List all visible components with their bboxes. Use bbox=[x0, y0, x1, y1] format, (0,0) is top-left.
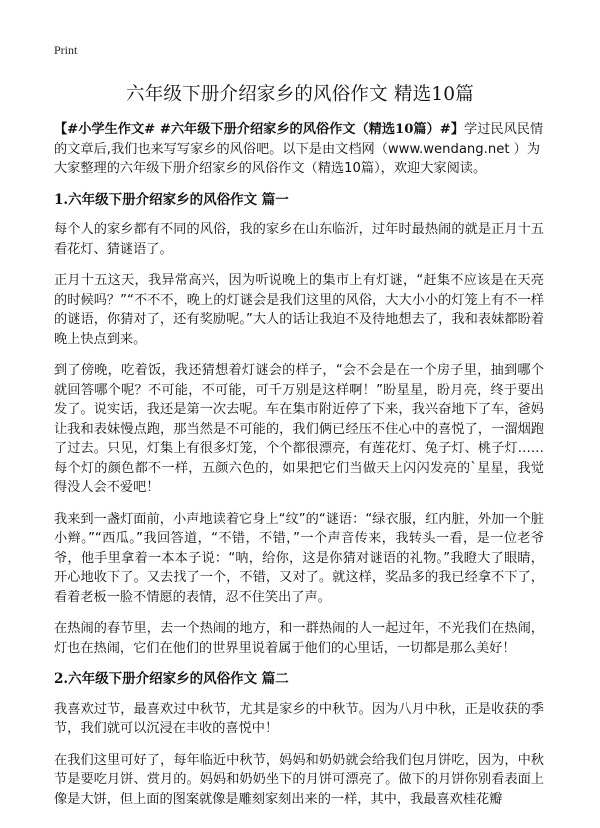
section-heading-2: 2.六年级下册介绍家乡的风俗作文 篇二 bbox=[54, 671, 289, 687]
section-2-paragraph: 我喜欢过节，最喜欢过中秋节，尤其是家乡的中秋节。因为八月中秋，正是收获的季节，我们就可以沉浸在丰收的喜悦中！ bbox=[54, 701, 544, 736]
section-1-paragraph: 到了傍晚，吃着饭，我还猜想着灯谜会的样子，“会不会是在一个房子里，抽到哪个就回答哪个呢？不可能，不可能，可千万别是这样啊！”盼星星，盼月亮，终于要出发了。说实话，我还是第一次去呢。车在集市附近停了下来，我兴奋地下了车，爸妈让我和表妹慢点跑，那当然是不可能的，我们俩已经压不住心中的喜悦了，一溜烟跑了过去。只见，灯集上有很多灯笼，个个都很漂亮，有莲花灯、兔子灯、桃子灯……每个灯的颜色都不一样，五颜六色的，如果把它们当做天上闪闪发亮的`星星，我觉得没人会不爱吧！ bbox=[54, 363, 544, 495]
intro-tags: 【#小学生作文# #六年级下册介绍家乡的风俗作文（精选10篇）#】 bbox=[54, 122, 465, 137]
section-1-paragraph: 我来到一盏灯面前，小声地读着它身上“纹”的“谜语：“绿衣服，红内脏，外加一个脏小辫。”“西瓜。”我回答道，“不错，不错，”一个声音传来，我转头一看，是一位老爷爷，他手里拿着一本本子说：“呐，给你，这是你猜对谜语的礼物。”我瞪大了眼睛，开心地收下了。又去找了一个，不错，又对了。就这样，奖品多的我已经拿不下了，看着老板一脸不情愿的表情，忍不住笑出了声。 bbox=[54, 511, 544, 605]
section-1-paragraph: 每个人的家乡都有不同的风俗，我的家乡在山东临沂，过年时最热闹的就是正月十五看花灯、猜谜语了。 bbox=[54, 222, 544, 257]
section-heading-1: 1.六年级下册介绍家乡的风俗作文 篇一 bbox=[54, 191, 289, 208]
intro-paragraph bbox=[54, 120, 544, 179]
print-label: Print bbox=[54, 43, 78, 57]
intro-text: 学过民风民情的文章后,我们也来写写家乡的风俗吧。以下是由文档网（www.wendang.net ）为大家整理的六年级下册介绍家乡的风俗作文（精选10篇），欢迎大家阅读。 bbox=[54, 122, 544, 176]
section-2-paragraph: 在我们这里可好了，每年临近中秋节，妈妈和奶奶就会给我们包月饼吃，因为，中秋节是要吃月饼、赏月的。妈妈和奶奶坐下的月饼可漂亮了。做下的月饼你别看表面上像是大饼，但上面的图案就像是雕刻家刻出来的一样，其中，我最喜欢桂花瓣 bbox=[54, 752, 544, 807]
page-title: 六年级下册介绍家乡的风俗作文 精选10篇 bbox=[126, 84, 474, 105]
section-1-paragraph: 正月十五这天，我异常高兴，因为听说晚上的集市上有灯谜，“赶集不应该是在天亮的时候吗？”“不不不，晚上的灯谜会是我们这里的风俗，大大小小的灯笼上有不一样的谜语，你猜对了，还有奖励呢。”大人的话让我迫不及待地想去了，我和表妹都盼着晚上快点到来。 bbox=[54, 273, 544, 347]
section-1-paragraph: 在热闹的春节里，去一个热闹的地方，和一群热闹的人一起过年，不光我们在热闹，灯也在热闹，它们在他们的世界里说着属于他们的心里话，一切都是那么美好！ bbox=[54, 621, 544, 656]
document-body bbox=[54, 120, 544, 821]
